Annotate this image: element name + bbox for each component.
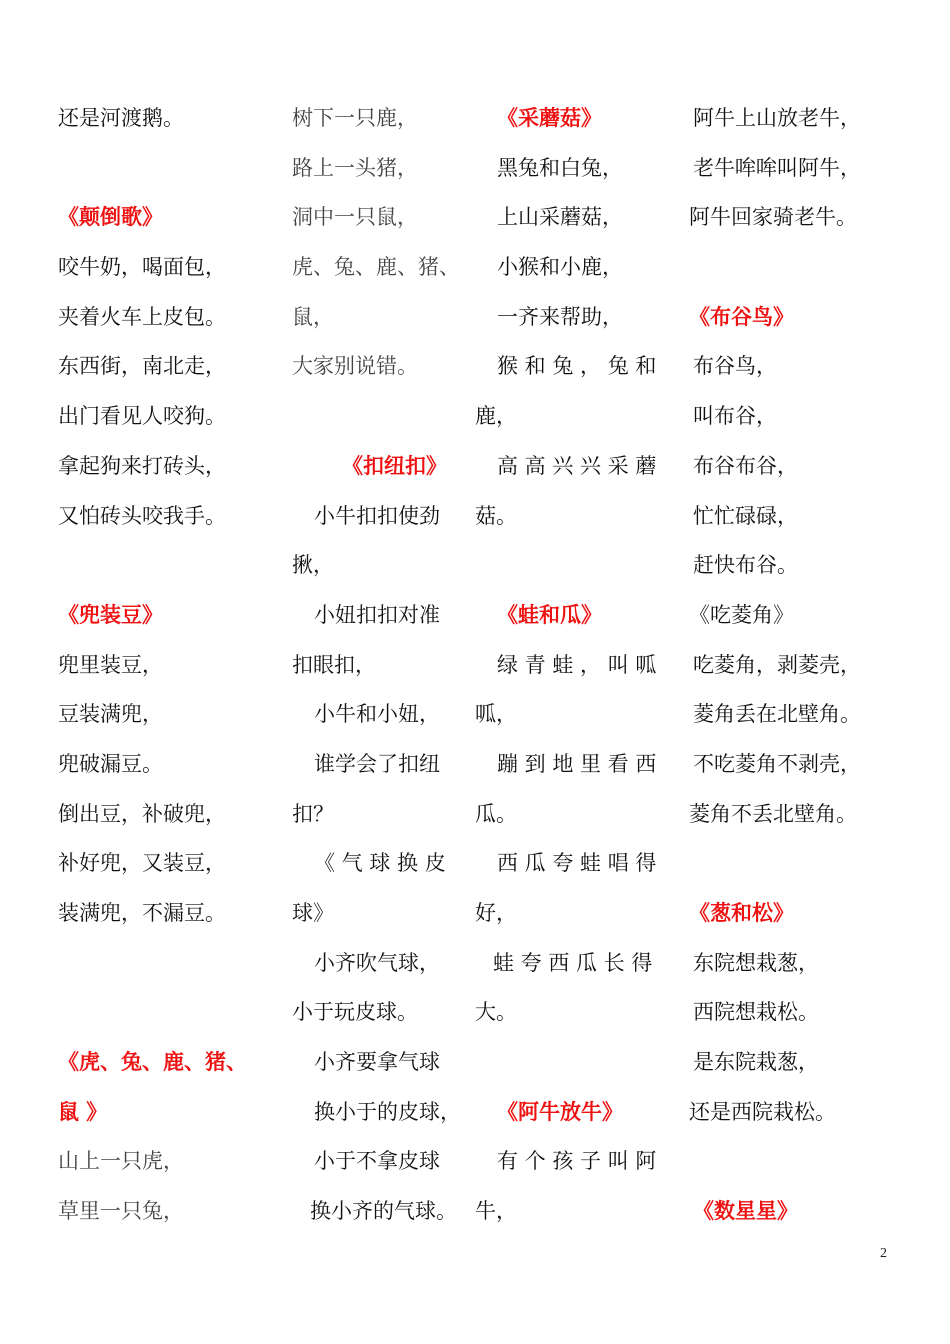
poem-line: 谁学会了扣纽 <box>314 751 440 776</box>
poem-title: 《颠倒歌》 <box>58 205 163 230</box>
poem-line: 《 气 球 换 皮 <box>314 851 446 876</box>
poem-line: 换小齐的气球。 <box>310 1199 457 1224</box>
poem-line: 不吃菱角不剥壳， <box>693 751 861 776</box>
poem-line: 倒出豆，补破兜， <box>58 801 226 826</box>
poem-line: 揪， <box>292 553 334 578</box>
poem-line: 洞中一只鼠， <box>292 205 418 230</box>
blank-line <box>689 1137 861 1187</box>
poem-line: 还是河渡鹅。 <box>58 106 184 130</box>
poem-title: 《虎、兔、鹿、猪、 <box>58 1050 247 1075</box>
poem-line: 叫布谷， <box>693 404 777 429</box>
poem-line: 菇。 <box>475 503 517 528</box>
poem-line: 上山采蘑菇， <box>497 205 623 230</box>
poem-title: 《蛙和瓜》 <box>497 602 602 627</box>
poem-line: 虎、兔、鹿、猪、 <box>292 255 460 280</box>
poem-line: 小齐要拿气球 <box>314 1050 440 1075</box>
poem-line: 小牛扣扣使劲 <box>314 503 440 528</box>
blank-line <box>689 839 861 889</box>
poem-line: 小齐吹气球， <box>314 950 440 975</box>
column-2 <box>292 94 461 1237</box>
blank-line <box>58 988 247 1038</box>
poem-line: 山上一只虎， <box>58 1149 184 1174</box>
poem-line: 大家别说错。 <box>292 354 418 379</box>
poem-line: 布谷布谷， <box>693 453 798 478</box>
poem-line: 兜里装豆， <box>58 652 163 677</box>
poem-title: 《数星星》 <box>693 1199 798 1224</box>
poem-line: 小牛和小妞， <box>314 702 440 727</box>
blank-line <box>58 144 247 194</box>
poem-line: 有 个 孩 子 叫 阿 <box>497 1149 657 1174</box>
poem-line: 夹着火车上皮包。 <box>58 304 226 329</box>
poem-line: 蹦 到 地 里 看 西 <box>497 751 657 776</box>
poem-line: 好， <box>475 901 517 925</box>
blank-line <box>58 939 247 989</box>
poem-line: 小妞扣扣对准 <box>314 602 440 627</box>
poem-line: 东院想栽葱， <box>693 950 819 975</box>
poem-line: 老牛哞哞叫阿牛， <box>693 155 861 180</box>
poem-line: 布谷鸟， <box>693 354 777 379</box>
poem-line: 鼠， <box>292 304 334 329</box>
poem-line: 草里一只兔， <box>58 1199 184 1224</box>
page-number: 2 <box>880 1246 887 1261</box>
poem-title: 《采蘑菇》 <box>497 106 602 130</box>
poem-line: 阿牛上山放老牛， <box>693 106 861 130</box>
poem-line: 东西街，南北走， <box>58 354 226 379</box>
poem-line: 菱角不丢北壁角。 <box>689 801 857 826</box>
poem-line: 小于不拿皮球 <box>314 1149 440 1174</box>
poem-line: 忙忙碌碌， <box>693 503 798 528</box>
blank-line <box>689 243 861 293</box>
column-1 <box>58 94 247 1237</box>
poem-line: 《吃菱角》 <box>689 602 794 627</box>
poem-line: 牛， <box>475 1199 517 1224</box>
poem-line: 赶快布谷。 <box>693 553 798 578</box>
poem-title: 《扣纽扣》 <box>342 453 447 478</box>
poem-line: 扣眼扣， <box>292 652 376 677</box>
poem-line: 球》 <box>292 901 334 925</box>
poem-line: 树下一只鹿， <box>292 106 418 130</box>
column-3 <box>475 94 656 1237</box>
column-4 <box>689 94 861 1237</box>
blank-line <box>292 392 461 442</box>
poem-line: 兜破漏豆。 <box>58 751 163 776</box>
poem-line: 还是西院栽松。 <box>689 1099 836 1124</box>
poem-line: 高 高 兴 兴 采 蘑 <box>497 453 657 478</box>
poem-line: 吃菱角，剥菱壳， <box>693 652 861 677</box>
poem-line: 扣？ <box>292 801 334 826</box>
poem-line: 猴 和 兔 ， 兔 和 <box>497 354 657 379</box>
poem-line: 换小于的皮球， <box>314 1099 461 1124</box>
poem-line: 绿 青 蛙 ， 叫 呱 <box>497 652 657 677</box>
poem-title: 《葱和松》 <box>689 901 794 925</box>
poem-line: 是东院栽葱， <box>693 1050 819 1075</box>
poem-title: 鼠 》 <box>58 1099 108 1124</box>
poem-line: 咬牛奶，喝面包， <box>58 255 226 280</box>
poem-line: 大。 <box>475 1000 517 1025</box>
poem-line: 蛙 夸 西 瓜 长 得 <box>493 950 653 975</box>
poem-line: 鹿， <box>475 404 517 429</box>
poem-line: 小于玩皮球。 <box>292 1000 418 1025</box>
poem-line: 呱， <box>475 702 517 727</box>
poem-line: 路上一头猪， <box>292 155 418 180</box>
poem-title: 《兜装豆》 <box>58 602 163 627</box>
poem-line: 小猴和小鹿， <box>497 255 623 280</box>
poem-line: 黑兔和白兔， <box>497 155 623 180</box>
poem-line: 阿牛回家骑老牛。 <box>689 205 857 230</box>
blank-line <box>475 541 656 591</box>
poem-line: 瓜。 <box>475 801 517 826</box>
poem-title: 《布谷鸟》 <box>689 304 794 329</box>
poem-line: 一齐来帮助， <box>497 304 623 329</box>
blank-line <box>475 1038 656 1088</box>
poem-line: 菱角丢在北壁角。 <box>693 702 861 727</box>
blank-line <box>58 541 247 591</box>
poem-line: 豆装满兜， <box>58 702 163 727</box>
poem-line: 西 瓜 夸 蛙 唱 得 <box>497 851 657 876</box>
poem-line: 拿起狗来打砖头， <box>58 453 226 478</box>
poem-line: 装满兜，不漏豆。 <box>58 901 226 925</box>
poem-title: 《阿牛放牛》 <box>497 1099 623 1124</box>
poem-line: 补好兜，又装豆， <box>58 851 226 876</box>
poem-line: 出门看见人咬狗。 <box>58 404 226 429</box>
poem-line: 西院想栽松。 <box>693 1000 819 1025</box>
poem-line: 又怕砖头咬我手。 <box>58 503 226 528</box>
